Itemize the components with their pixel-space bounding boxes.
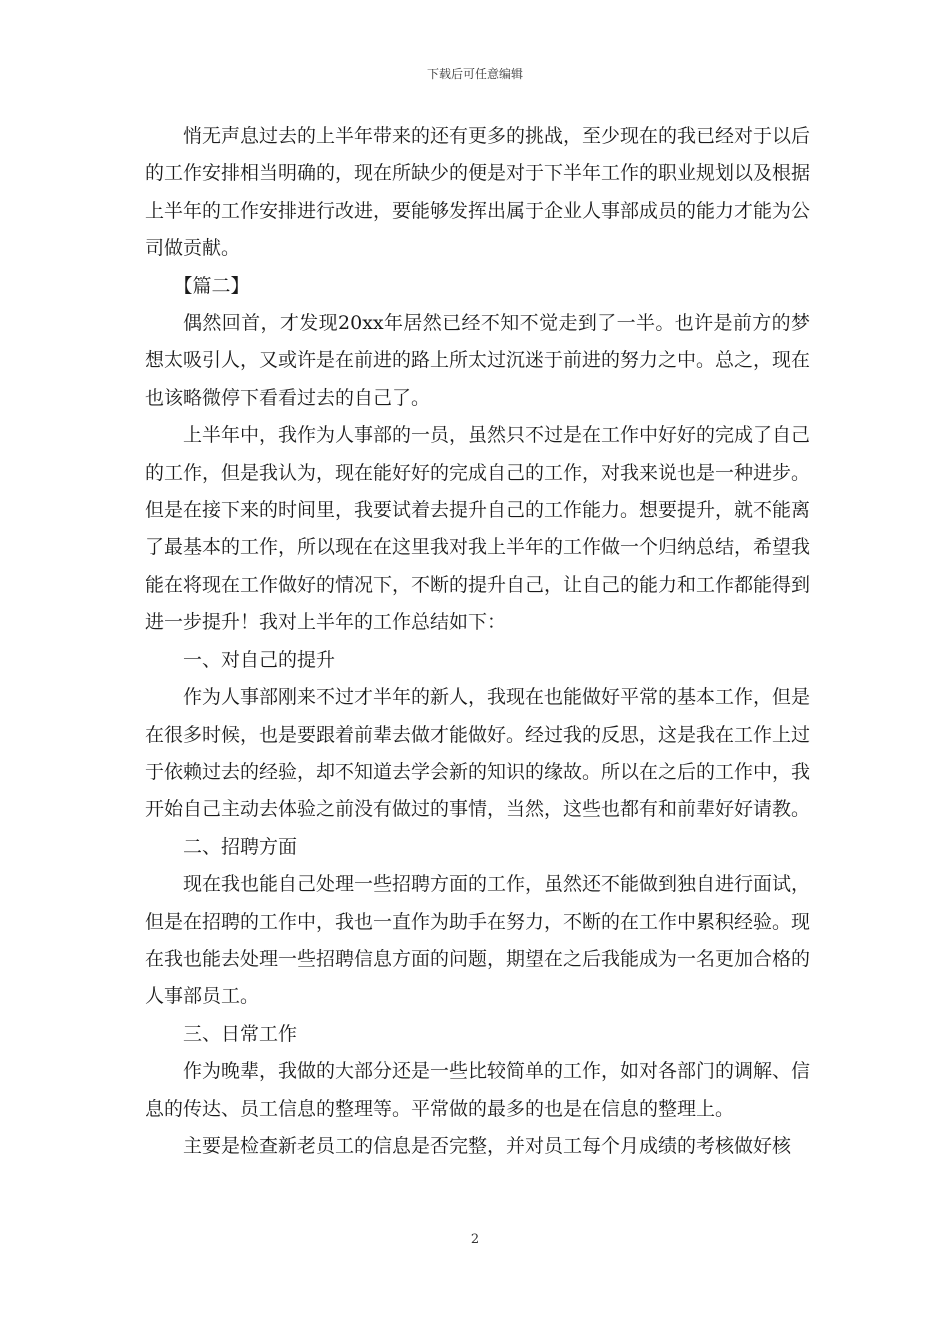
paragraph-self-improvement: 作为人事部刚来不过才半年的新人，我现在也能做好平常的基本工作，但是在很多时候，也是要跟着前辈去做才能做好。经过我的反思，这是我在工作上过于依赖过去的经验，却不知道去学会新的知识的缘故。所以在之后的工作中，我开始自己主动去体验之前没有做过的事情，当然，这些也都有和前辈好好请教。: [145, 686, 811, 821]
paragraph-reflection: 偶然回首，才发现20xx年居然已经不知不觉走到了一半。也许是前方的梦想太吸引人，又或许是在前进的路上所太过沉迷于前进的努力之中。总之，现在也该略微停下看看过去的自己了。: [145, 312, 811, 409]
subheading-self-improvement: 一、对自己的提升: [183, 648, 336, 671]
paragraph-overview: 上半年中，我作为人事部的一员，虽然只不过是在工作中好好的完成了自己的工作，但是我认为，现在能好好的完成自己的工作，对我来说也是一种进步。但是在接下来的时间里，我要试着去提升自己的工作能力。想要提升，就不能离了最基本的工作，所以现在在这里我对我上半年的工作做一个归纳总结，希望我能在将现在工作做好的情况下，不断的提升自己，让自己的能力和工作都能得到进一步提升！我对上半年的工作总结如下：: [145, 424, 811, 634]
paragraph-recruitment: 现在我也能自己处理一些招聘方面的工作，虽然还不能做到独自进行面试，但是在招聘的工作中，我也一直作为助手在努力，不断的在工作中累积经验。现在我也能去处理一些招聘信息方面的问题，期望在之后我能成为一名更加合格的人事部员工。: [145, 873, 811, 1008]
paragraph-daily-work: 作为晚辈，我做的大部分还是一些比较简单的工作，如对各部门的调解、信息的传达、员工信息的整理等。平常做的最多的也是在信息的整理上。: [145, 1060, 811, 1120]
subheading-recruitment: 二、招聘方面: [183, 835, 298, 858]
page-header: 下载后可任意编辑: [426, 67, 523, 81]
subheading-daily-work: 三、日常工作: [183, 1022, 298, 1045]
section-title-part-two: 【篇二】: [173, 274, 250, 297]
document-body: [145, 118, 810, 1165]
paragraph-daily-work-detail: 主要是检查新老员工的信息是否完整，并对员工每个月成绩的考核做好核: [183, 1134, 792, 1157]
page-number: 2: [470, 1232, 480, 1247]
paragraph-intro: 悄无声息过去的上半年带来的还有更多的挑战，至少现在的我已经对于以后的工作安排相当明确的，现在所缺少的便是对于下半年工作的职业规划以及根据上半年的工作安排进行改进，要能够发挥出属于企业人事部成员的能力才能为公司做贡献。: [145, 125, 811, 260]
